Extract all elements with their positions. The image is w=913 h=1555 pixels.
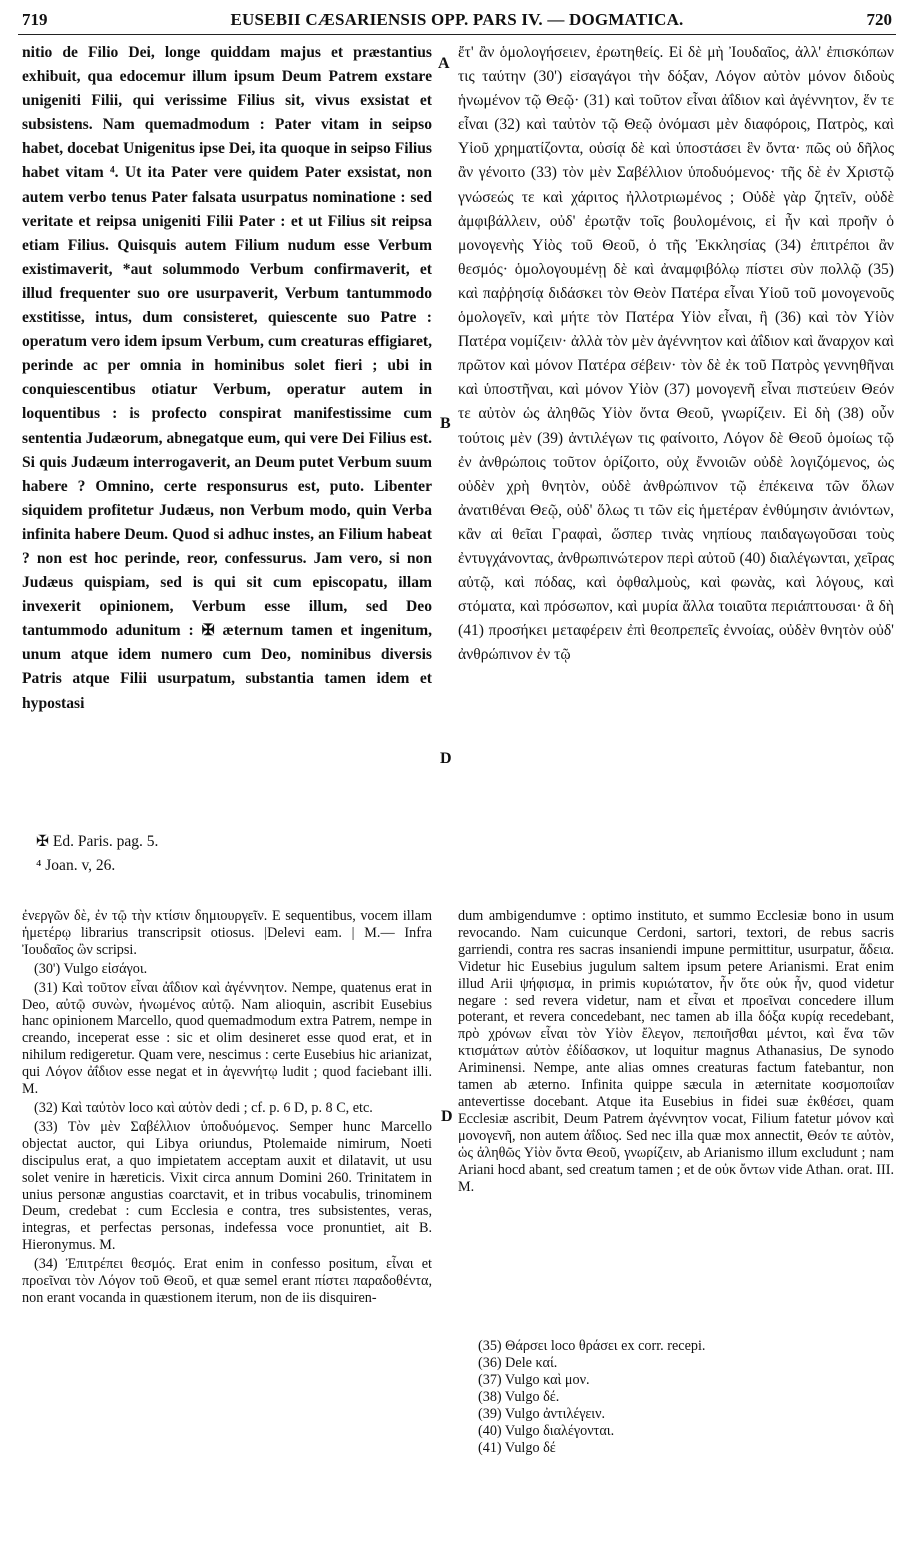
running-header xyxy=(18,10,896,34)
greek-paragraph: ἔτ' ἂν ὁμολογήσειεν, ἐρωτηθείς. Εἰ δὲ μὴ Ἰουδαῖος, ἀλλ' ἐπισκόπων τις ταύτην (30') εἰσαγάγοι τὴν δόξαν, Λόγον αὐτὸν μόνον διδοὺς ἡνωμένον τῷ Θεῷ· (31) καὶ τοῦτον εἶναι ἀΐδιον καὶ ἀγέννητον, ἕν τε εἶναι (32) καὶ ταὐτὸν τῷ Θεῷ ὀνόμασι μὲν διαφόροις, Πατρὸς, καὶ Υἱοῦ χρηματίζοντα, οὐσίᾳ δὲ καὶ ὑποστάσει ἓν ὄντα· πῶς οὐ δῆλος ἂν γένοιτο (33) τὸν μὲν Σαβέλλιον ὑποδυόμενος· τῆς δὲ ἐν Χριστῷ γνώσεώς τε καὶ χάριτος ἠλλοτριωμένος ; Οὐδὲ γὰρ ζητεῖν, οὐδὲ ἀμφιβάλλειν, οὐδ' ἐρωτᾷν τοῖς βουλομένοις, εἰ ἦν καὶ προῆν ὁ μονογενὴς Υἱὸς τοῦ Θεοῦ, ὁ τῆς Ἐκκλησίας (34) ἐπιτρέποι ἂν θεσμός· ὁμολογουμένῃ δὲ καὶ ἀναμφιβόλῳ πίστει σὺν πολλῷ (35) καὶ παῤῥησίᾳ διδάσκει τὸν Θεὸν Πατέρα εἶναι Υἱοῦ τοῦ μονογενοῦς ὁμολογεῖν, καὶ μήτε τὸν Πατέρα Υἱὸν εἶναι, ἢ (36) καὶ τὸν Υἱὸν Πατέρα νομίζειν· ἀλλὰ τὸν μὲν ἀγέννητον καὶ ἀΐδιον καὶ ἄναρχον καὶ πρῶτον καὶ μόνον Πατέρα σέβειν· τὸν δὲ ἐκ τοῦ Πατρὸς γεννηθῆναι καὶ ὑποστῆναι, καὶ μόνον Υἱὸν (37) μονογενῆ εἶναι πιστεύειν Θεόν τε αὐτὸν ὡς ἀληθῶς Υἱὸν ὄντα Θεοῦ, γνωρίζειν. Εἰ δὴ (38) οὖν τούτοις μὲν (39) ἀντιλέγων τις φαίνοιτο, Λόγον δὲ Θεοῦ ὁμοίως τῷ ἐν ἀνθρώποις τοῦτον ὁρίζοιτο, οὐχ ἔννοιῶν οὐδὲ λογιζόμενος, ὡς οὐδὲν χρὴ θνητὸν, οὐδὲ ἀνθρώπινον τῷ ἐπέκεινα τῶν ὅλων ἀνατιθέναι Θεῷ, οὐδ' ὅλως τι τῶν εἰς ἡμετέραν ἐνθύμησιν ἀνιόντων, κἂν αἱ θεῖαι Γραφαὶ, ὥσπερ τινὰς νηπίους παιδαγωγοῦσαι τοὺς ἐντυγχάνοντας, ἀνθρωπινώτερον περὶ αὐτοῦ (40) διαλέγωνται, χεῖρας αὐτῷ, καὶ πόδας, καὶ ὀφθαλμοὺς, καὶ φωνὰς, καὶ λόγους, καὶ στόματα, καὶ πρόσωπον, καὶ μυρία ἄλλα τοιαῦτα περιάπτουσαι· ἃ δὴ (41) προσήκει μεταφέρειν ἐπὶ θεοπρεπεῖς ἐννοίας, οὐδὲν θνητὸν οὐδ' ἀνθρώπινον ἐν τῷ xyxy=(458,44,894,664)
note-37: (37) Vulgo καὶ μον. xyxy=(478,1372,590,1388)
note-35: (35) Θάρσει loco θράσει ex corr. recepi. xyxy=(478,1338,706,1354)
margin-letter-d: D xyxy=(440,750,452,767)
note-40: (40) Vulgo διαλέγονται. xyxy=(478,1423,615,1439)
margin-letter-b: B xyxy=(440,415,451,432)
running-title: EUSEBII CÆSARIENSIS OPP. PARS IV. — DOGMATICA. xyxy=(230,10,684,29)
page-number-right: 720 xyxy=(866,10,892,29)
note-paragraph: ἐνεργῶν δὲ, ἐν τῷ τὴν κτίσιν δημιουργεῖν. E sequentibus, vocem illam ἡμετέρῳ librarius transcripsit otiosus. |Delevi eam. | M.— Infra Ἰουδαῖος ὢν scripsi. xyxy=(22,908,432,958)
note-41: (41) Vulgo δέ xyxy=(478,1440,556,1456)
note-33: (33) Τὸν μὲν Σαβέλλιον ὑποδυόμενος. Semper hunc Marcello objectat auctor, qui Libya oriundus, Ptolemaide nimirum, Noeti discipulus erat, a quo impietatem acceptam auxit et dilatavit, ut usu solet venire in hæreticis. Vixit circa annum Domini 260. Trinitatem in unius personæ angustias coarctavit, et in tribus vocabulis, trinominem Deum, credebat : cum Ecclesia e contra, tres subsistentes, veras, integras, et perfectas personas, indefessa voce pronuntiet, ait B. Hieronymus. M. xyxy=(22,1118,432,1254)
latin-text-column xyxy=(22,41,432,716)
note-31: (31) Καὶ τοῦτον εἶναι ἀΐδιον καὶ ἀγέννητον. Nempe, quatenus erat in Deo, αὐτῷ συνὼν, ἡνωμένος αὐτῷ. Nam alioquin, ascribit Eusebius hanc opinionem Marcello, quod quemadmodum extra Patrem, nempe in creando, inceperat esse : sic et olim desineret esse quod erat, et in nihilum redigeretur. Quam vere, nescimus : certe Eusebius hic arianizat, qui Λόγον ἀΐδιον esse negat et in ἀγεννήτῳ ludit ; quod faciebant illi. M. xyxy=(22,979,432,1098)
notes-list-35-41 xyxy=(478,1338,705,1457)
notes-right-column xyxy=(458,908,894,1195)
note-39: (39) Vulgo ἀντιλέγειν. xyxy=(478,1406,606,1422)
greek-text-column xyxy=(458,41,894,667)
margin-letter-d-notes: D xyxy=(441,1108,453,1125)
footnote-joan: ⁴ Joan. v, 26. xyxy=(36,857,116,874)
notes-left-column xyxy=(22,908,432,1307)
note-continuation: dum ambigendumve : optimo instituto, et summo Ecclesiæ bono in usum revocando. Nam cuicunque Cerdoni, sartori, textori, de rebus sacris garriendi, contra res sacras insaniendi impune permittitur, usurpatur, ἄδεια. Videtur hic Eusebius jugulum saltem ipsum petere Arianismi. Erat enim illud Arii ψήφισμα, in primis κυριώτατον, ἦν ὅτε οὐκ ἦν, quod videtur negare : sed revera videtur, nam et εἶναι et προεῖναι concedere illum poterant, et revera concedebant, nec tamen ab illa δόξα κυρίᾳ recedebant, πρὸ χρόνων εἶναι τὸν Υἱὸν ἔλεγον, πεποιῆσθαι μέντοι, καὶ ἕνα τῶν κτισμάτων αὐτὸν ἐδίδασκον, ut loquitur magnus Athanasius, De synodo Ariminensi. Nempe, ante alias omnes creaturas factum fatebantur, non tamen ab æterno. Infinita quippe sæcula in æternitate κοσμοποιΐαν antevertisse docebant. Atque ita Eusebius in fidei suæ ἐκθέσει, quam Ecclesiæ ascribit, Deum Patrem ἀγέννητον vocat, Filium fatetur μόνον καὶ μονογενῆ, non autem ἀΐδιος. Sed nec illa quæ mox annectit, Θεόν τε αὐτὸν, ὡς ἀληθῶς Υἱὸν ὄντα Θεοῦ, γνωρίζειν, ab Arianismo illum excludunt ; nam Ariani hocd abant, sed creatum tamen ; et de οὐκ ὄντων vide Athan. orat. III. M. xyxy=(458,908,895,1195)
note-34: (34) Ἐπιτρέπει θεσμός. Erat enim in confesso positum, εἶναι et προεῖναι τὸν Λόγον τοῦ Θεοῦ, et quæ semel erant πίστει παραδοθέντα, non erant vocanda in quæstionem iterum, non de iis disquiren- xyxy=(22,1256,432,1306)
footnote-ed-paris: ✠ Ed. Paris. pag. 5. xyxy=(36,833,159,850)
note-32: (32) Καὶ ταὐτὸν loco καὶ αὐτὸν dedi ; cf. p. 6 D, p. 8 C, etc. xyxy=(34,1099,373,1116)
header-rule xyxy=(18,34,896,35)
margin-letter-a: A xyxy=(438,55,450,72)
note-30: (30') Vulgo εἰσάγοι. xyxy=(34,960,148,977)
note-36: (36) Dele καί. xyxy=(478,1355,558,1371)
latin-paragraph: nitio de Filio Dei, longe quiddam majus et præstantius exhibuit, qua edocemur illum ipsum Deum Patrem exstare unigeniti Filii, qui verissime Filius sit, vivus exsistat et subsistens. Nam quemadmodum : Pater vitam in seipso habet, docebat Unigenitus ipse Dei, ita quoque in seipso Filius habet vitam ⁴. Ut ita Pater vere quidem Pater exsistat, non autem verbo tenus Pater falsata usurpatus nominatione : sed veritate et reipsa unigeniti Filii Pater : et ut Filius sit reipsa etiam Filius. Quisquis autem Filium nudum esse Verbum existimaverit, *aut solummodo Verbum confirmaverit, et illud frequenter suo ore usurpaverit, Verbum tantummodo exstitisse, intus, dum consisteret, quiescente suo Patre : operatum vero idem ipsum Verbum, cum creaturas effigiaret, perinde ac per omnia in hominibus solet fieri ; ubi in conquiescentibus otiatur Verbum, operatur autem in loquentibus : is profecto conspirat manifestissime cum sententia Judæorum, abnegatque eum, qui vere Dei Filius est. Si quis Judæum interrogaverit, an Deum putet Verbum suum habere ? Omnino, certe responsurus est, puto. Libenter siquidem profitetur Judæus, non Verbum modo, quin Verba infinita habere Deum. Quod si adhuc instes, an Filium habeat ? non est hoc perinde, reor, confessurus. Jam vero, si non Judæus quispiam, sed is qui sit cum episcopatu, illam invexerit opinionem, Verbum esse illum, sed Deo tantummodo adunitum : ✠ æternum tamen et ingenitum, unum atque idem numero cum Deo, nominibus diversis Patris atque Filii usurpatum, substantia tamen idem et hypostasi xyxy=(22,44,432,712)
note-38: (38) Vulgo δέ. xyxy=(478,1389,560,1405)
footnotes-top xyxy=(36,830,158,878)
page-number-left: 719 xyxy=(22,10,48,29)
